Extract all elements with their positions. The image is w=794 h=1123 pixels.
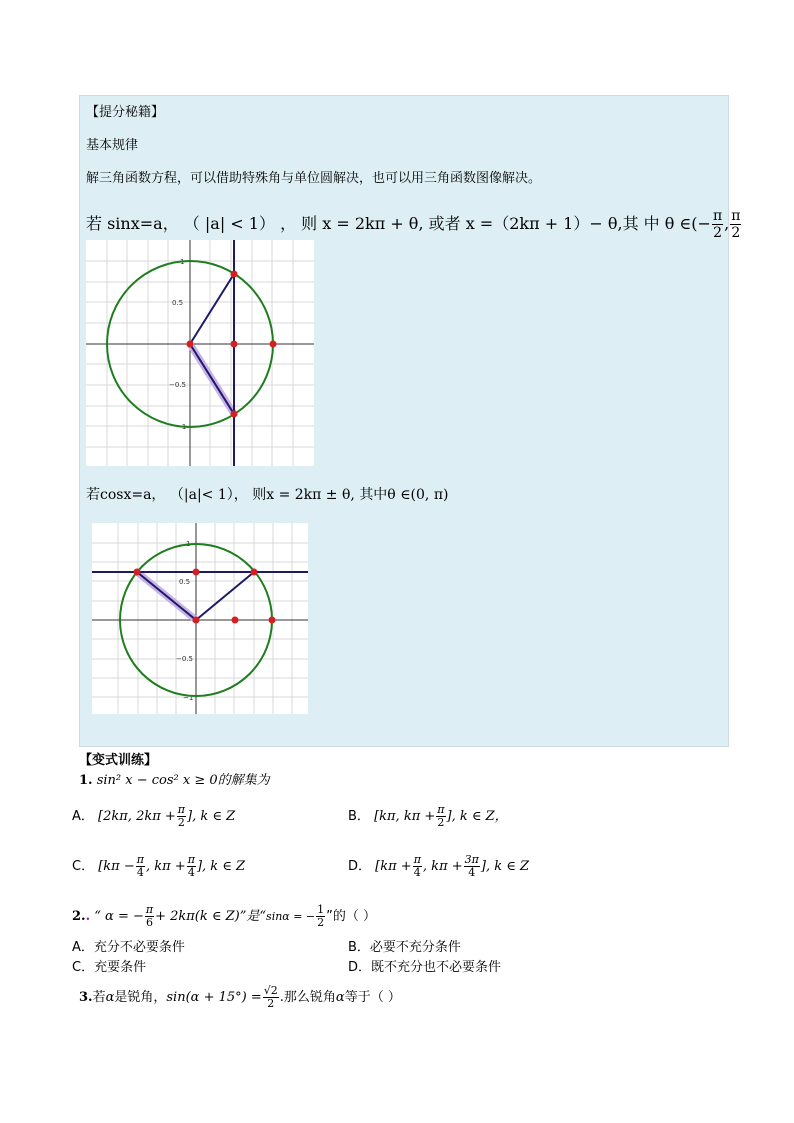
sin-rule-lead: 若 sinx=a， bbox=[86, 214, 179, 233]
q2-option-a[interactable]: A．充分不必要条件 bbox=[72, 940, 185, 955]
y-tick-neg-1: −1 bbox=[176, 423, 187, 431]
cos-rule-then: 则x = 2kπ ± θ, bbox=[252, 487, 355, 503]
q3-stem: 3.若α是锐角，sin(α + 15°) = $\frac{√2}{2}$ .那么锐角α等于（ ） bbox=[79, 984, 401, 1010]
q2-option-d[interactable]: D．既不充分也不必要条件 bbox=[348, 960, 502, 975]
tips-intro: 解三角函数方程，可以借助特殊角与单位圆解决，也可以用三角函数图像解决。 bbox=[86, 171, 542, 186]
point-one bbox=[270, 341, 277, 348]
sin-rule-then: ， 则 x = 2kπ + θ, 或者 x =（2kπ + 1）− θ,其 中 θ ∈(− bbox=[280, 214, 711, 233]
tips-title: 【提分秘籍】 bbox=[86, 105, 165, 120]
point-origin bbox=[187, 341, 194, 348]
point-top-axis bbox=[193, 569, 200, 576]
point-origin-b bbox=[193, 617, 200, 624]
cos-rule-tail: 其中θ ∈(0, π) bbox=[359, 487, 449, 503]
point-axis bbox=[231, 341, 238, 348]
point-upper bbox=[231, 271, 238, 278]
sin-rule: 若 sinx=a， （ |a| < 1） ， 则 x = 2kπ + θ, 或者 x =（2kπ + 1）− θ,其 中 θ ∈(− $\frac{\pi}{2}$ , $\frac{\pi}{2}$ bbox=[86, 208, 741, 241]
y-tick-1-b: 1 bbox=[186, 540, 191, 548]
q2-option-b[interactable]: B．必要不充分条件 bbox=[348, 940, 461, 955]
y-tick-neg-1-b: −1 bbox=[183, 694, 194, 702]
q1-stem: 1. sin² x − cos² x ≥ 0的解集为 bbox=[79, 773, 270, 788]
point-half-b bbox=[232, 617, 239, 624]
q1-option-c[interactable]: C． [kπ − $\frac{\pi}{4}$ , kπ + $\frac{\pi}{4}$ ], k ∈ Z bbox=[72, 853, 246, 879]
pi-over-2-b: $\frac{\pi}{2}$ bbox=[731, 208, 741, 241]
q2-stem: 2.. “ α = − $\frac{\pi}{6}$ + 2kπ(k ∈ Z)”是“sinα = − $\frac{1}{2}$ ”的（ ） bbox=[72, 903, 377, 929]
y-tick-neg-half-b: −0.5 bbox=[176, 655, 193, 663]
exercises-title: 【变式训练】 bbox=[79, 753, 158, 768]
cos-rule-cond: （|a|< 1）， bbox=[169, 487, 248, 503]
y-tick-1: 1 bbox=[180, 258, 185, 266]
tips-subtitle: 基本规律 bbox=[86, 138, 139, 153]
point-right bbox=[251, 569, 258, 576]
y-tick-half: 0.5 bbox=[172, 299, 184, 307]
point-one-b bbox=[269, 617, 276, 624]
point-left bbox=[134, 569, 141, 576]
cos-rule-lead: 若cosx=a， bbox=[86, 487, 166, 503]
cos-unit-circle-graph bbox=[92, 523, 308, 714]
point-lower bbox=[231, 411, 238, 418]
cos-rule bbox=[86, 484, 449, 504]
y-tick-half-b: 0.5 bbox=[179, 578, 191, 586]
y-tick-neg-half: −0.5 bbox=[169, 381, 186, 389]
pi-over-2-a: $\frac{\pi}{2}$ bbox=[712, 208, 723, 241]
q1-option-b[interactable]: B． [kπ, kπ + $\frac{\pi}{2}$ ], k ∈ Z， bbox=[348, 803, 508, 829]
q1-option-a[interactable]: A． [2kπ, 2kπ + $\frac{\pi}{2}$ ], k ∈ Z bbox=[72, 803, 236, 829]
q1-option-d[interactable]: D． [kπ + $\frac{\pi}{4}$ , kπ + $\frac{3\pi}{4}$ ], k ∈ Z bbox=[348, 853, 530, 879]
sin-rule-cond: （ |a| < 1） bbox=[183, 214, 275, 233]
sin-unit-circle-graph bbox=[86, 240, 314, 466]
q2-option-c[interactable]: C．充要条件 bbox=[72, 960, 147, 975]
